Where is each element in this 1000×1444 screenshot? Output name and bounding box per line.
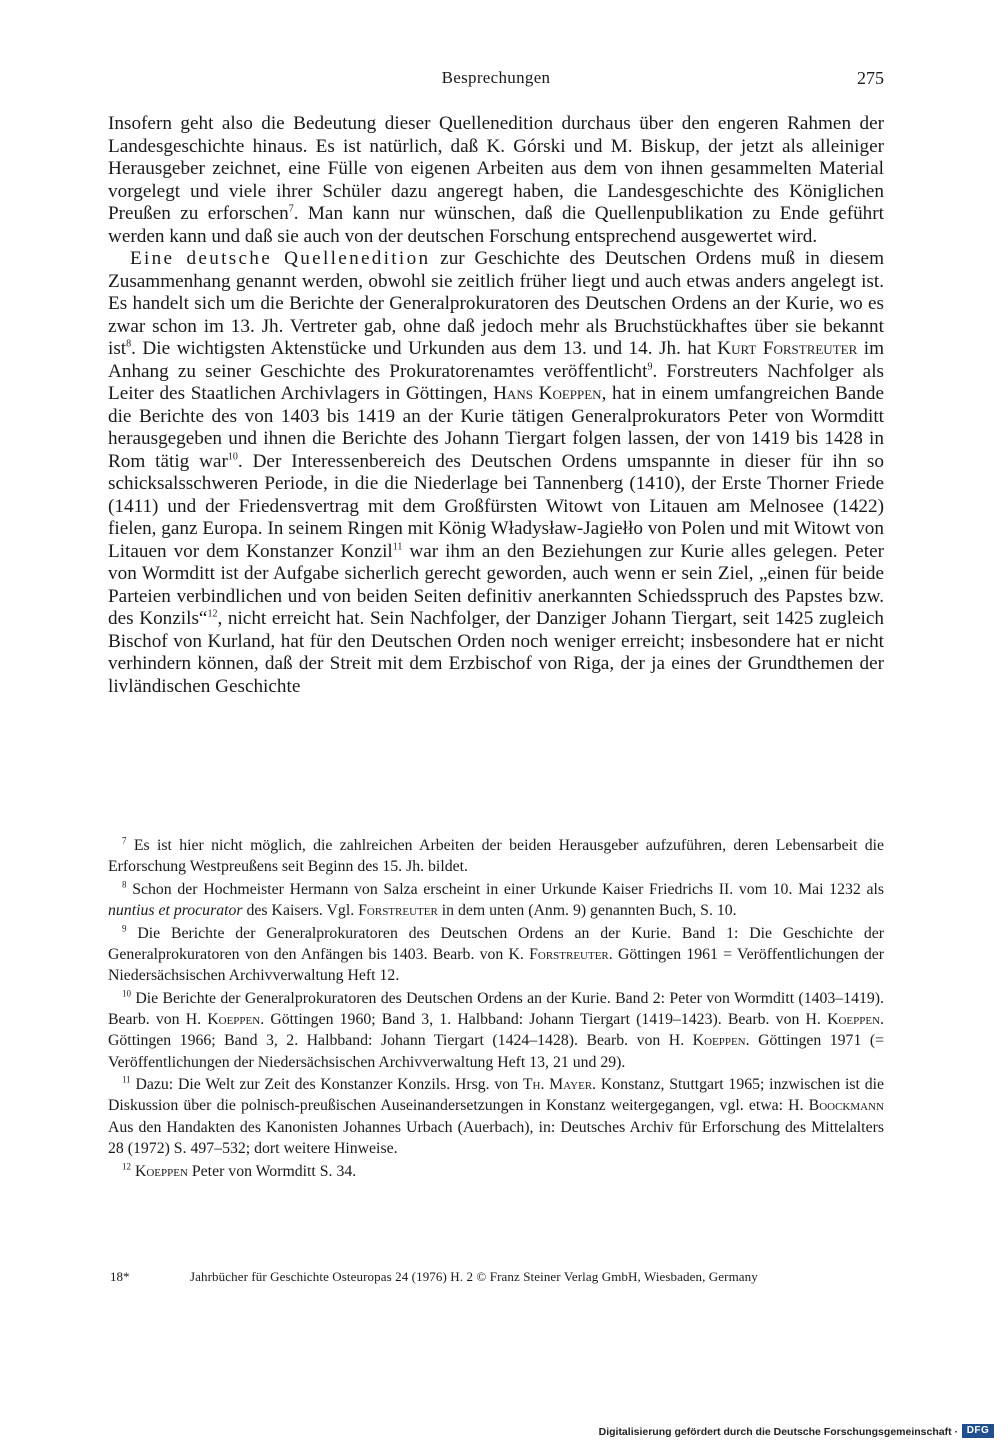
author-name: Boockmann	[808, 1097, 884, 1115]
footnote-11	[108, 1074, 884, 1159]
text-run: Insofern geht also die Bedeutung dieser Quellenedition durchaus über den engeren Rahmen der Landesgeschichte hinaus. Es ist natürlich, daß K. Górski und M. Biskup, der jetzt als alleiniger Herausgeber zeichnet, eine Fülle von eigenen Arbeiten aus dem von ihnen gesammelten Material vorgelegt und viele ihrer Schüler dazu angeregt haben, die Landesgeschichte des Königlichen Preußen zu erforschen	[108, 113, 884, 224]
footnote-10	[108, 988, 884, 1073]
footnote-number: 10	[122, 988, 131, 999]
running-header	[108, 68, 884, 94]
footnote-ref-10: 10	[227, 451, 238, 463]
text-run: war ihm an den Beziehungen zur Kurie alles gelegen. Peter von Wormditt ist der Aufgabe sicherlich gerecht geworden, auch wenn er sein Ziel, „einen für beide Parteien verbindlichen und von beiden Seiten definitiv anerkannten Schiedsspruch des Papstes bzw. des Konzils“	[108, 540, 884, 629]
text-run: , hat in einem umfangreichen Bande die Berichte des von 1403 bis 1419 an der Kurie tätigen Generalprokurators Peter von Wormditt herausgegeben und ihnen die Berichte des Johann Tiergart folgen lassen, der von 1419 bis 1428 in Rom tätig war	[108, 383, 884, 472]
footnote-text: . Konstanz, Stuttgart 1965; inzwischen ist die Diskussion über die polnisch-preußischen Auseinandersetzungen in Konstanz weitergegangen, vgl. etwa: H.	[108, 1076, 885, 1115]
footnote-number: 7	[122, 835, 127, 846]
journal-citation: Jahrbücher für Geschichte Osteuropas 24 (1976) H. 2 © Franz Steiner Verlag GmbH, Wiesbaden, Germany	[190, 1269, 758, 1284]
signature-mark: 18*	[110, 1269, 130, 1284]
paragraph-2	[108, 248, 884, 698]
footnote-text: in dem unten (Anm. 9) genannten Buch, S. 10.	[437, 902, 737, 920]
running-title: Besprechungen	[441, 68, 551, 87]
footnote-text: Schon der Hochmeister Hermann von Salza erscheint in einer Urkunde Kaiser Friedrichs II. vom 10. Mai 1232 als	[132, 880, 885, 898]
digitization-text: Digitalisierung gefördert durch die Deutsche Forschungsgemeinschaft ·	[598, 1426, 958, 1438]
text-run: . Man kann nur wünschen, daß die Quellenpublikation zu Ende geführt werden kann und daß sie auch von der deutschen Forschung entsprechend ausgewertet wird.	[108, 203, 884, 247]
footnotes	[108, 835, 884, 1183]
footnote-text: Dazu: Die Welt zur Zeit des Konstanzer Konzils. Hrsg. von	[135, 1076, 523, 1094]
footnote-12	[108, 1161, 884, 1182]
footnote-number: 12	[122, 1161, 131, 1172]
author-name: Koeppen	[827, 1011, 881, 1029]
paragraph-1	[108, 113, 884, 248]
page-footer	[108, 1269, 884, 1289]
footnote-text: . Göttingen 1960; Band 3, 1. Halbband: Johann Tiergart (1419–1423). Bearb. von H.	[260, 1011, 828, 1029]
author-name: Forstreuter	[529, 946, 609, 964]
footnote-ref-11: 11	[392, 541, 403, 553]
footnote-9	[108, 923, 884, 987]
footnote-text: des Kaisers. Vgl.	[242, 902, 359, 920]
footnote-ref-9: 9	[647, 361, 653, 373]
text-run: . Der Interessenbereich des Deutschen Ordens umspannte in dieser für ihn so schicksalsschweren Periode, in die die Niederlage bei Tannenberg (1410), der Erste Thorner Friede (1411) und der Friedensvertrag mit dem Großfürsten Witowt von Litauen am Melnosee (1422) fielen, ganz Europa. In seinem Ringen mit König Władysław-Jagiełło von Polen und mit Witowt von Litauen vor dem Konstanzer Konzil	[108, 450, 884, 562]
footnote-text: Die Berichte der Generalprokuratoren des Deutschen Ordens an der Kurie. Band 1: Die Geschichte der Generalprokuratoren von den Anfängen bis 1403. Bearb. von K.	[108, 924, 884, 964]
footnote-text: Peter von Wormditt S. 34.	[187, 1162, 357, 1180]
author-name: Koeppen	[134, 1162, 188, 1180]
footnote-ref-7: 7	[288, 203, 294, 215]
footnote-text: . Göttingen 1966; Band 3, 2. Halbband: Johann Tiergart (1424–1428). Bearb. von H.	[108, 1011, 884, 1050]
footnote-text: Es ist hier nicht möglich, die zahlreichen Arbeiten der beiden Herausgeber aufzuführen, deren Lebensarbeit die Erforschung Westpreußens seit Beginn des 15. Jh. bildet.	[108, 837, 884, 876]
footnote-ref-8: 8	[126, 338, 132, 350]
text-run: , nicht erreicht hat. Sein Nachfolger, der Danziger Johann Tiergart, seit 1425 zugleich Bischof von Kurland, hat für den Deutschen Orden noch weniger erreicht; insbesondere hat er nicht verhindern können, daß der Streit mit dem Erzbischof von Riga, der ja eines der Grundthemen der livländischen Geschichte	[108, 608, 884, 697]
digitization-notice	[598, 1424, 994, 1440]
author-name: Koeppen	[207, 1011, 261, 1029]
dfg-logo: DFG	[962, 1424, 994, 1438]
page-number: 275	[857, 68, 884, 88]
author-name: Koeppen	[692, 1032, 746, 1050]
footnote-number: 11	[122, 1074, 131, 1085]
emphasized-phrase: Eine deutsche Quellenedition	[130, 248, 431, 269]
text-run: . Die wichtigsten Aktenstücke und Urkunden aus dem 13. und 14. Jh. hat	[131, 338, 718, 359]
text-run: . Forstreuters Nachfolger als Leiter des Staatlichen Archivlagers in Göttingen,	[108, 360, 884, 404]
footnote-text: . Göttingen 1971 (= Veröffentlichungen der Niedersächsischen Archivverwaltung Heft 13, 21 und 29).	[108, 1032, 884, 1071]
text-run: zur Geschichte des Deutschen Ordens muß in diesem Zusammenhang genannt werden, obwohl sie zeitlich früher liegt und auch etwas anders angelegt ist. Es handelt sich um die Berichte der Generalprokuratoren des Deutschen Ordens an der Kurie, wo es zwar schon im 13. Jh. Vertreter gab, ohne daß jedoch mehr als Bruchstückhaftes über sie bekannt ist	[108, 248, 884, 359]
footnote-7	[108, 835, 884, 877]
main-text	[108, 113, 884, 698]
footnote-number: 9	[122, 923, 127, 934]
author-name: Kurt Forstreuter	[717, 338, 858, 359]
footnote-8	[108, 879, 884, 921]
footnote-text: Die Berichte der Generalprokuratoren des Deutschen Ordens an der Kurie. Band 2: Peter von Wormditt (1403–1419). Bearb. von H.	[108, 989, 884, 1029]
footnote-text: Aus den Handakten des Kanonisten Johannes Urbach (Auerbach), in: Deutsches Archiv für Erforschung des Mittelalters 28 (1972) S. 497–532; dort weitere Hinweise.	[108, 1118, 884, 1157]
footnote-ref-12: 12	[207, 608, 218, 620]
latin-term: nuntius et procurator	[108, 902, 243, 920]
footnote-number: 8	[122, 879, 127, 890]
author-name: Th. Mayer	[522, 1076, 593, 1094]
author-name: Forstreuter	[358, 902, 438, 920]
author-name: Hans Koeppen	[493, 383, 602, 404]
footnote-text: . Göttingen 1961 = Veröffentlichungen der Niedersächsischen Archivverwaltung Heft 12.	[108, 946, 885, 985]
text-run: im Anhang zu seiner Geschichte des Prokuratorenamtes veröffentlicht	[108, 338, 884, 382]
